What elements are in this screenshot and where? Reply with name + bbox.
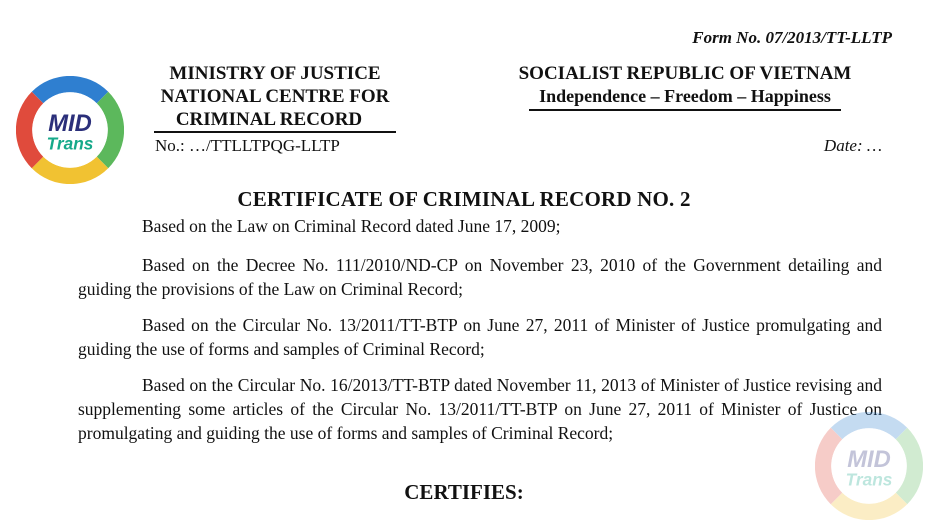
legal-basis-paragraph-1: Based on the Law on Criminal Record dated June 17, 2009;: [142, 216, 561, 236]
midtrans-logo: [16, 76, 124, 184]
authority-line-1: MINISTRY OF JUSTICE: [169, 63, 381, 84]
logo-text-trans: Trans: [46, 133, 94, 154]
midtrans-watermark-logo: [815, 412, 923, 520]
authority-line-3: CRIMINAL RECORD: [154, 108, 396, 133]
national-header: [490, 62, 880, 111]
legal-basis-paragraph-4: Based on the Circular No. 16/2013/TT-BTP dated November 11, 2013 of Minister of Justice revising and supplementing some articles of the Circular No. 13/2011/TT-BTP on June 27, 2011 of Minister of Justice on promulgating and guiding the use of forms and samples of Criminal Record;: [78, 375, 882, 443]
watermark-text-trans: Trans: [845, 469, 893, 490]
certifies-heading: CERTIFIES:: [404, 480, 524, 504]
authority-line-2: NATIONAL CENTRE FOR: [160, 86, 390, 107]
document-title: CERTIFICATE OF CRIMINAL RECORD NO. 2: [237, 187, 691, 211]
issuing-authority: [140, 62, 410, 133]
document-number: No.: …/TTLLTPQG-LLTP: [155, 136, 340, 155]
national-motto: Independence – Freedom – Happiness: [529, 85, 841, 111]
watermark-text-mid: MID: [847, 446, 891, 474]
document-date: Date: …: [823, 136, 882, 155]
logo-text-mid: MID: [48, 110, 92, 138]
form-number: Form No. 07/2013/TT-LLTP: [692, 28, 892, 47]
country-name: SOCIALIST REPUBLIC OF VIETNAM: [518, 63, 852, 84]
legal-basis-paragraph-3: Based on the Circular No. 13/2011/TT-BTP on June 27, 2011 of Minister of Justice promulgating and guiding the use of forms and samples of Criminal Record;: [78, 315, 882, 359]
legal-basis-paragraph-2: Based on the Decree No. 111/2010/ND-CP on November 23, 2010 of the Government detailing and guiding the provisions of the Law on Criminal Record;: [78, 255, 882, 299]
